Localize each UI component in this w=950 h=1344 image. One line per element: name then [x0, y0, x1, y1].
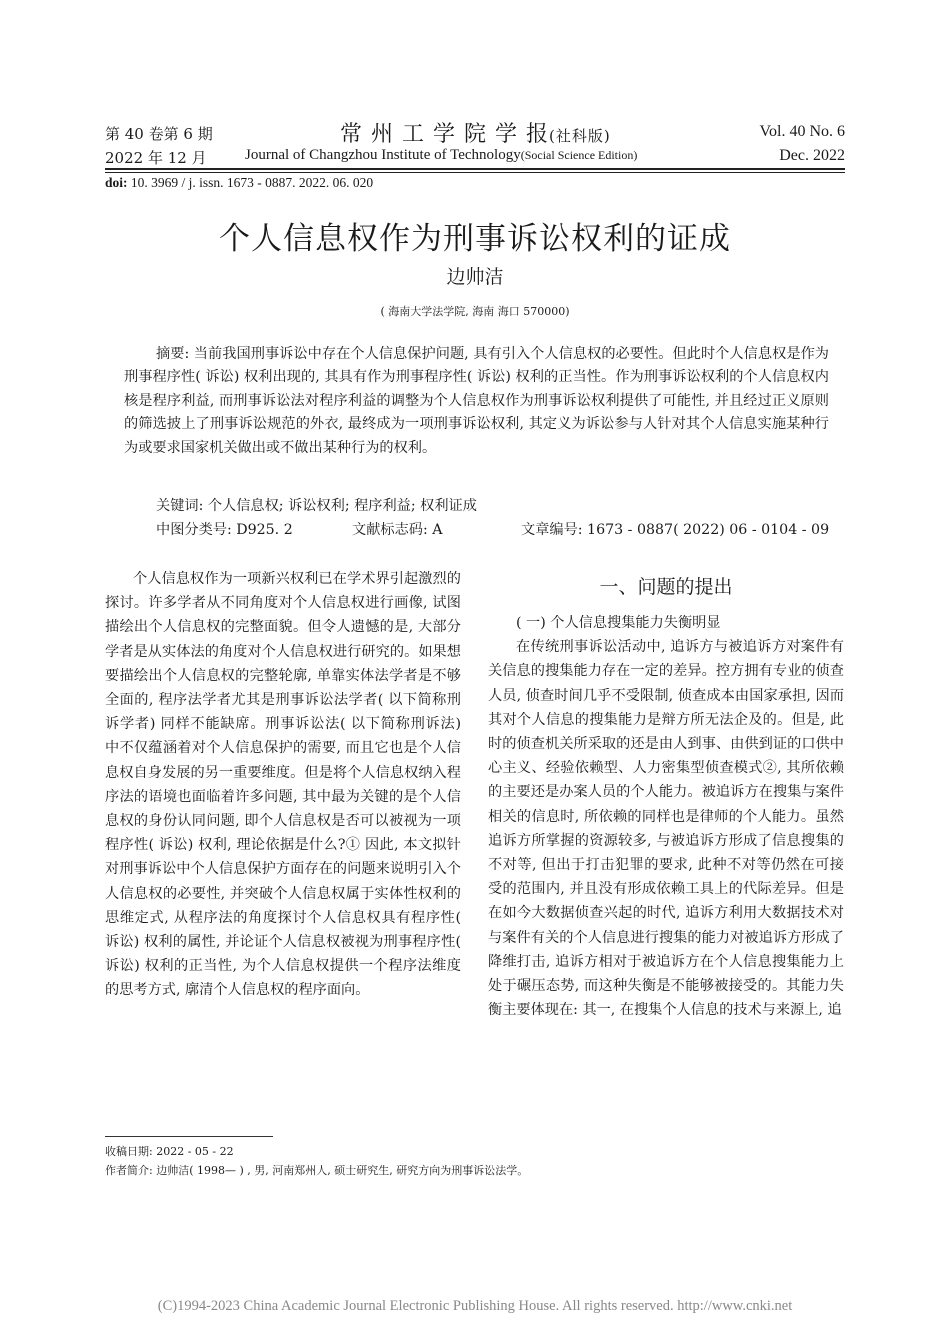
abstract [124, 343, 829, 460]
body-right-column [488, 567, 844, 1022]
doi-value: 10. 3969 / j. issn. 1673 - 0887. 2022. 06. 020 [127, 175, 374, 190]
author-affiliation: ( 海南大学法学院, 海南 海口 570000) [380, 305, 570, 318]
doi-label: doi: [105, 175, 128, 190]
journal-title-en [245, 147, 637, 164]
article-title: 个人信息权作为刑事诉讼权利的证成 [219, 221, 731, 257]
journal-title-en-main: Journal of Changzhou Institute of Technology [245, 147, 521, 163]
document-code: 文献标志码: A [352, 522, 443, 538]
article-number: 文章编号: 1673 - 0887( 2022) 06 - 0104 - 09 [521, 522, 830, 538]
journal-title-cn [340, 117, 611, 148]
copyright-notice: (C)1994-2023 China Academic Journal Electronic Publishing House. All rights reserved. http://www.cnki.net [157, 1298, 793, 1314]
body-paragraph: 个人信息权作为一项新兴权利已在学术界引起激烈的探讨。许多学者从不同角度对个人信息权进行画像, 试图描绘出个人信息权的完整面貌。但令人遗憾的是, 大部分学者是从实体法的角度对个人信息权进行研究的。如果想要描绘出个人信息权的完整轮廓, 单靠实体法学者是不够全面的, 程序法学者尤其是刑事诉讼法学者( 以下简称刑诉学者) 同样不能缺席。刑事诉讼法( 以下简称刑诉法) 中不仅蕴涵着对个人信息保护的需要, 而且它也是个人信息权自身发展的另一重要维度。但是将个人信息权纳入程序法的语境也面临着许多问题, 其中最为关键的是个人信息权的身份认同问题, 即个人信息权是否可以被视为一项程序性( 诉讼) 权利, 理论依据是什么?① 因此, 本文拟针对刑事诉讼中个人信息保护方面存在的问题来说明引入个人信息权的必要性, 并突破个人信息权属于实体性权利的思维定式, 从程序法的角度探讨个人信息权具有程序性( 诉讼) 权利的属性, 并论证个人信息权被视为刑事程序性( 诉讼) 权利的正当性, 为个人信息权提供一个程序法维度的思考方式, 廓清个人信息权的程序面向。 [105, 571, 461, 999]
body-paragraph: 在传统刑事诉讼活动中, 追诉方与被追诉方对案件有关信息的搜集能力存在一定的差异。控方拥有专业的侦查人员, 侦查时间几乎不受限制, 侦查成本由国家承担, 因而其对个人信息的搜集能力是辩方所无法企及的。但是, 此时的侦查机关所采取的还是由人到事、由供到证的口供中心主义、经验依赖型、人力密集型侦查模式②, 其所依赖的主要还是办案人员的个人能力。被追诉方在搜集与案件相关的信息时, 所依赖的同样也是律师的个人能力。虽然追诉方所掌握的资源较多, 与被追诉方形成了信息搜集的不对等, 但出于打击犯罪的要求, 此种不对等仍然在可接受的范围内, 并且没有形成依赖工具上的代际差异。但是在如今大数据侦查兴起的时代, 追诉方利用大数据技术对与案件有关的个人信息进行搜集的能力对被追诉方形成了降维打击, 追诉方相对于被追诉方在个人信息搜集能力上处于碾压态势, 而这种失衡是不能够被接受的。其能力失衡主要体现在: 其一, 在搜集个人信息的技术与来源上, 追 [488, 639, 844, 1019]
volume-issue-cn: 第 40 卷第 6 期 [105, 125, 213, 143]
doi-line [105, 175, 373, 191]
date-en: Dec. 2022 [779, 147, 845, 164]
volume-issue-en: Vol. 40 No. 6 [759, 123, 845, 140]
received-date: 收稿日期: 2022 - 05 - 22 [105, 1145, 234, 1158]
footnote-rule [105, 1136, 273, 1137]
section-heading: 一、问题的提出 [599, 576, 733, 598]
date-cn: 2022 年 12 月 [105, 149, 207, 167]
journal-title-en-suffix: (Social Science Edition) [520, 148, 638, 162]
header-rule-thick [105, 168, 845, 170]
article-author: 边帅洁 [446, 266, 504, 288]
author-bio: 作者简介: 边帅洁( 1998— ) , 男, 河南郑州人, 硕士研究生, 研究方向为刑事诉讼法学。 [105, 1164, 529, 1177]
body-left-column [105, 567, 461, 1003]
keywords: 关键词: 个人信息权; 诉讼权利; 程序利益; 权利证成 [156, 498, 477, 514]
subsection-heading: ( 一) 个人信息搜集能力失衡明显 [516, 615, 721, 631]
abstract-text: 摘要: 当前我国刑事诉讼中存在个人信息保护问题, 具有引入个人信息权的必要性。但此时个人信息权是作为刑事程序性( 诉讼) 权利出现的, 其具有作为刑事程序性( 诉讼) 权利的正当性。作为刑事诉讼权利的个人信息权内核是程序利益, 而刑事诉讼法对程序利益的调整为个人信息权作为刑事诉讼权利提供了可能性, 并且经过正义原则的筛选披上了刑事诉讼规范的外衣, 最终成为一项刑事诉讼权利, 其定义为诉讼参与人针对其个人信息实施某种行为或要求国家机关做出或不做出某种行为的权利。 [124, 346, 829, 456]
header-rule-thin [105, 172, 845, 173]
clc-number: 中图分类号: D925. 2 [156, 522, 293, 538]
journal-title-cn-main: 常 州 工 学 院 学 报 [340, 122, 549, 147]
journal-title-cn-suffix: (社科版) [548, 127, 611, 145]
